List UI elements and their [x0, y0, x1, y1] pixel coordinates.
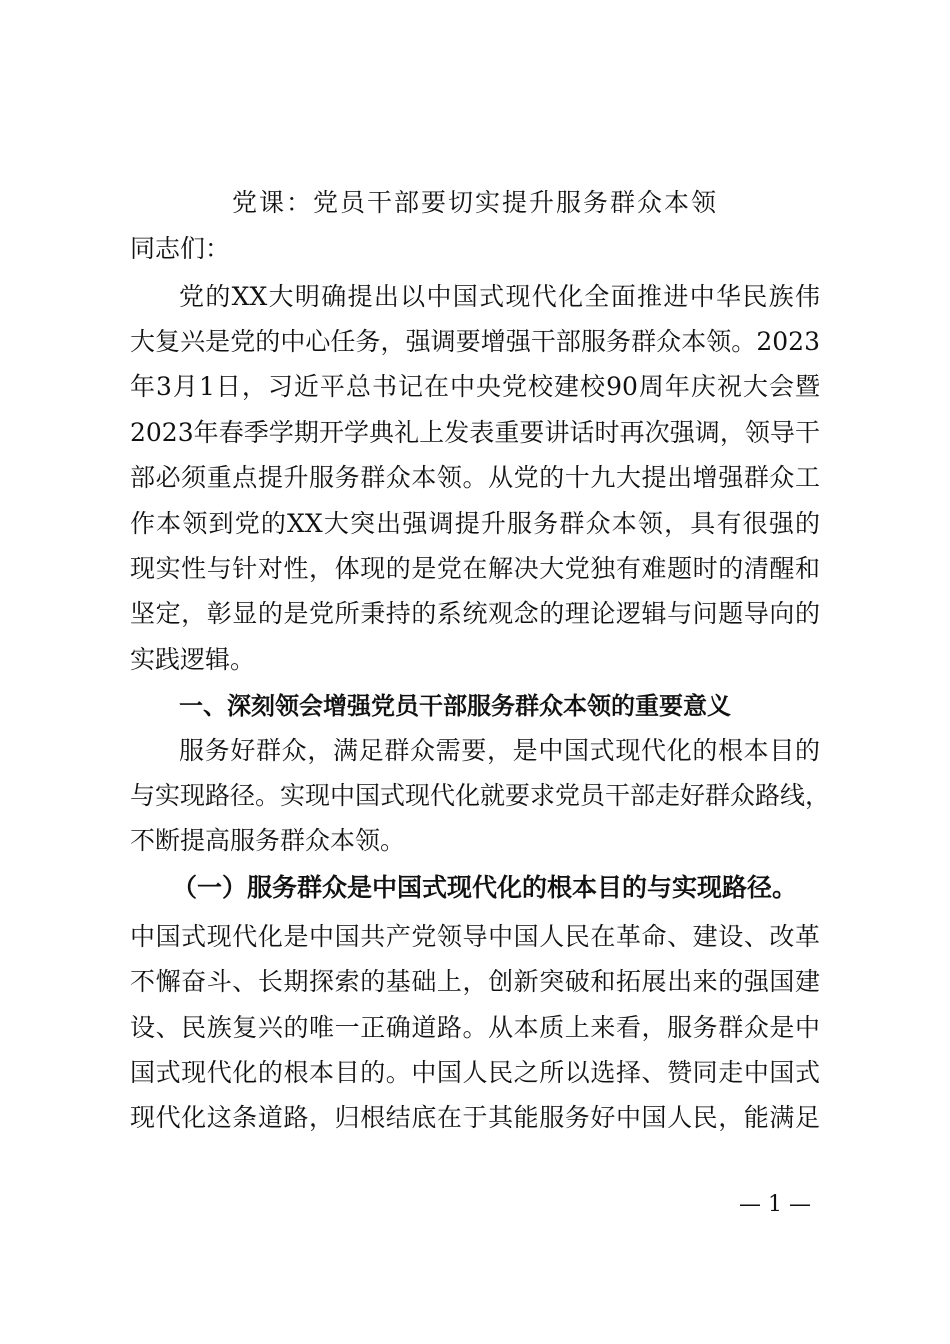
paragraph-line: 大复兴是党的中心任务，强调要增强干部服务群众本领。2023 — [130, 327, 820, 356]
paragraph-line: 实践逻辑。 — [130, 645, 256, 674]
paragraph-line: 服务好群众，满足群众需要，是中国式现代化的根本目的 — [179, 736, 820, 765]
page-number: — 1 — — [739, 1192, 811, 1217]
section-heading: 一、深刻领会增强党员干部服务群众本领的重要意义 — [179, 692, 731, 720]
paragraph-line: 现实性与针对性，体现的是党在解决大党独有难题时的清醒和 — [130, 554, 820, 583]
paragraph-line: 坚定，彰显的是党所秉持的系统观念的理论逻辑与问题导向的 — [130, 599, 820, 628]
paragraph-line: 年3月1日，习近平总书记在中央党校建校90周年庆祝大会暨 — [130, 372, 820, 401]
paragraph-line: 设、民族复兴的唯一正确道路。从本质上来看，服务群众是中 — [130, 1013, 820, 1042]
paragraph-line: 不懈奋斗、长期探索的基础上，创新突破和拓展出来的强国建 — [130, 967, 820, 996]
document-title: 党课：党员干部要切实提升服务群众本领 — [231, 188, 718, 217]
paragraph-line: 现代化这条道路，归根结底在于其能服务好中国人民，能满足 — [130, 1103, 820, 1132]
paragraph-line: 部必须重点提升服务群众本领。从党的十九大提出增强群众工 — [130, 463, 820, 492]
salutation: 同志们： — [130, 234, 231, 263]
subsection-heading: （一）服务群众是中国式现代化的根本目的与实现路径。 — [172, 873, 798, 902]
paragraph-line: 2023年春季学期开学典礼上发表重要讲话时再次强调，领导干 — [130, 418, 820, 447]
paragraph-line: 党的XX大明确提出以中国式现代化全面推进中华民族伟 — [179, 282, 820, 311]
paragraph-line: 不断提高服务群众本领。 — [130, 826, 406, 855]
paragraph-line: 国式现代化的根本目的。中国人民之所以选择、赞同走中国式 — [130, 1058, 820, 1087]
paragraph-line: 作本领到党的XX大突出强调提升服务群众本领，具有很强的 — [130, 509, 820, 538]
paragraph-line: 与实现路径。实现中国式现代化就要求党员干部走好群众路线， — [130, 781, 831, 810]
paragraph-line: 中国式现代化是中国共产党领导中国人民在革命、建设、改革 — [130, 922, 820, 951]
